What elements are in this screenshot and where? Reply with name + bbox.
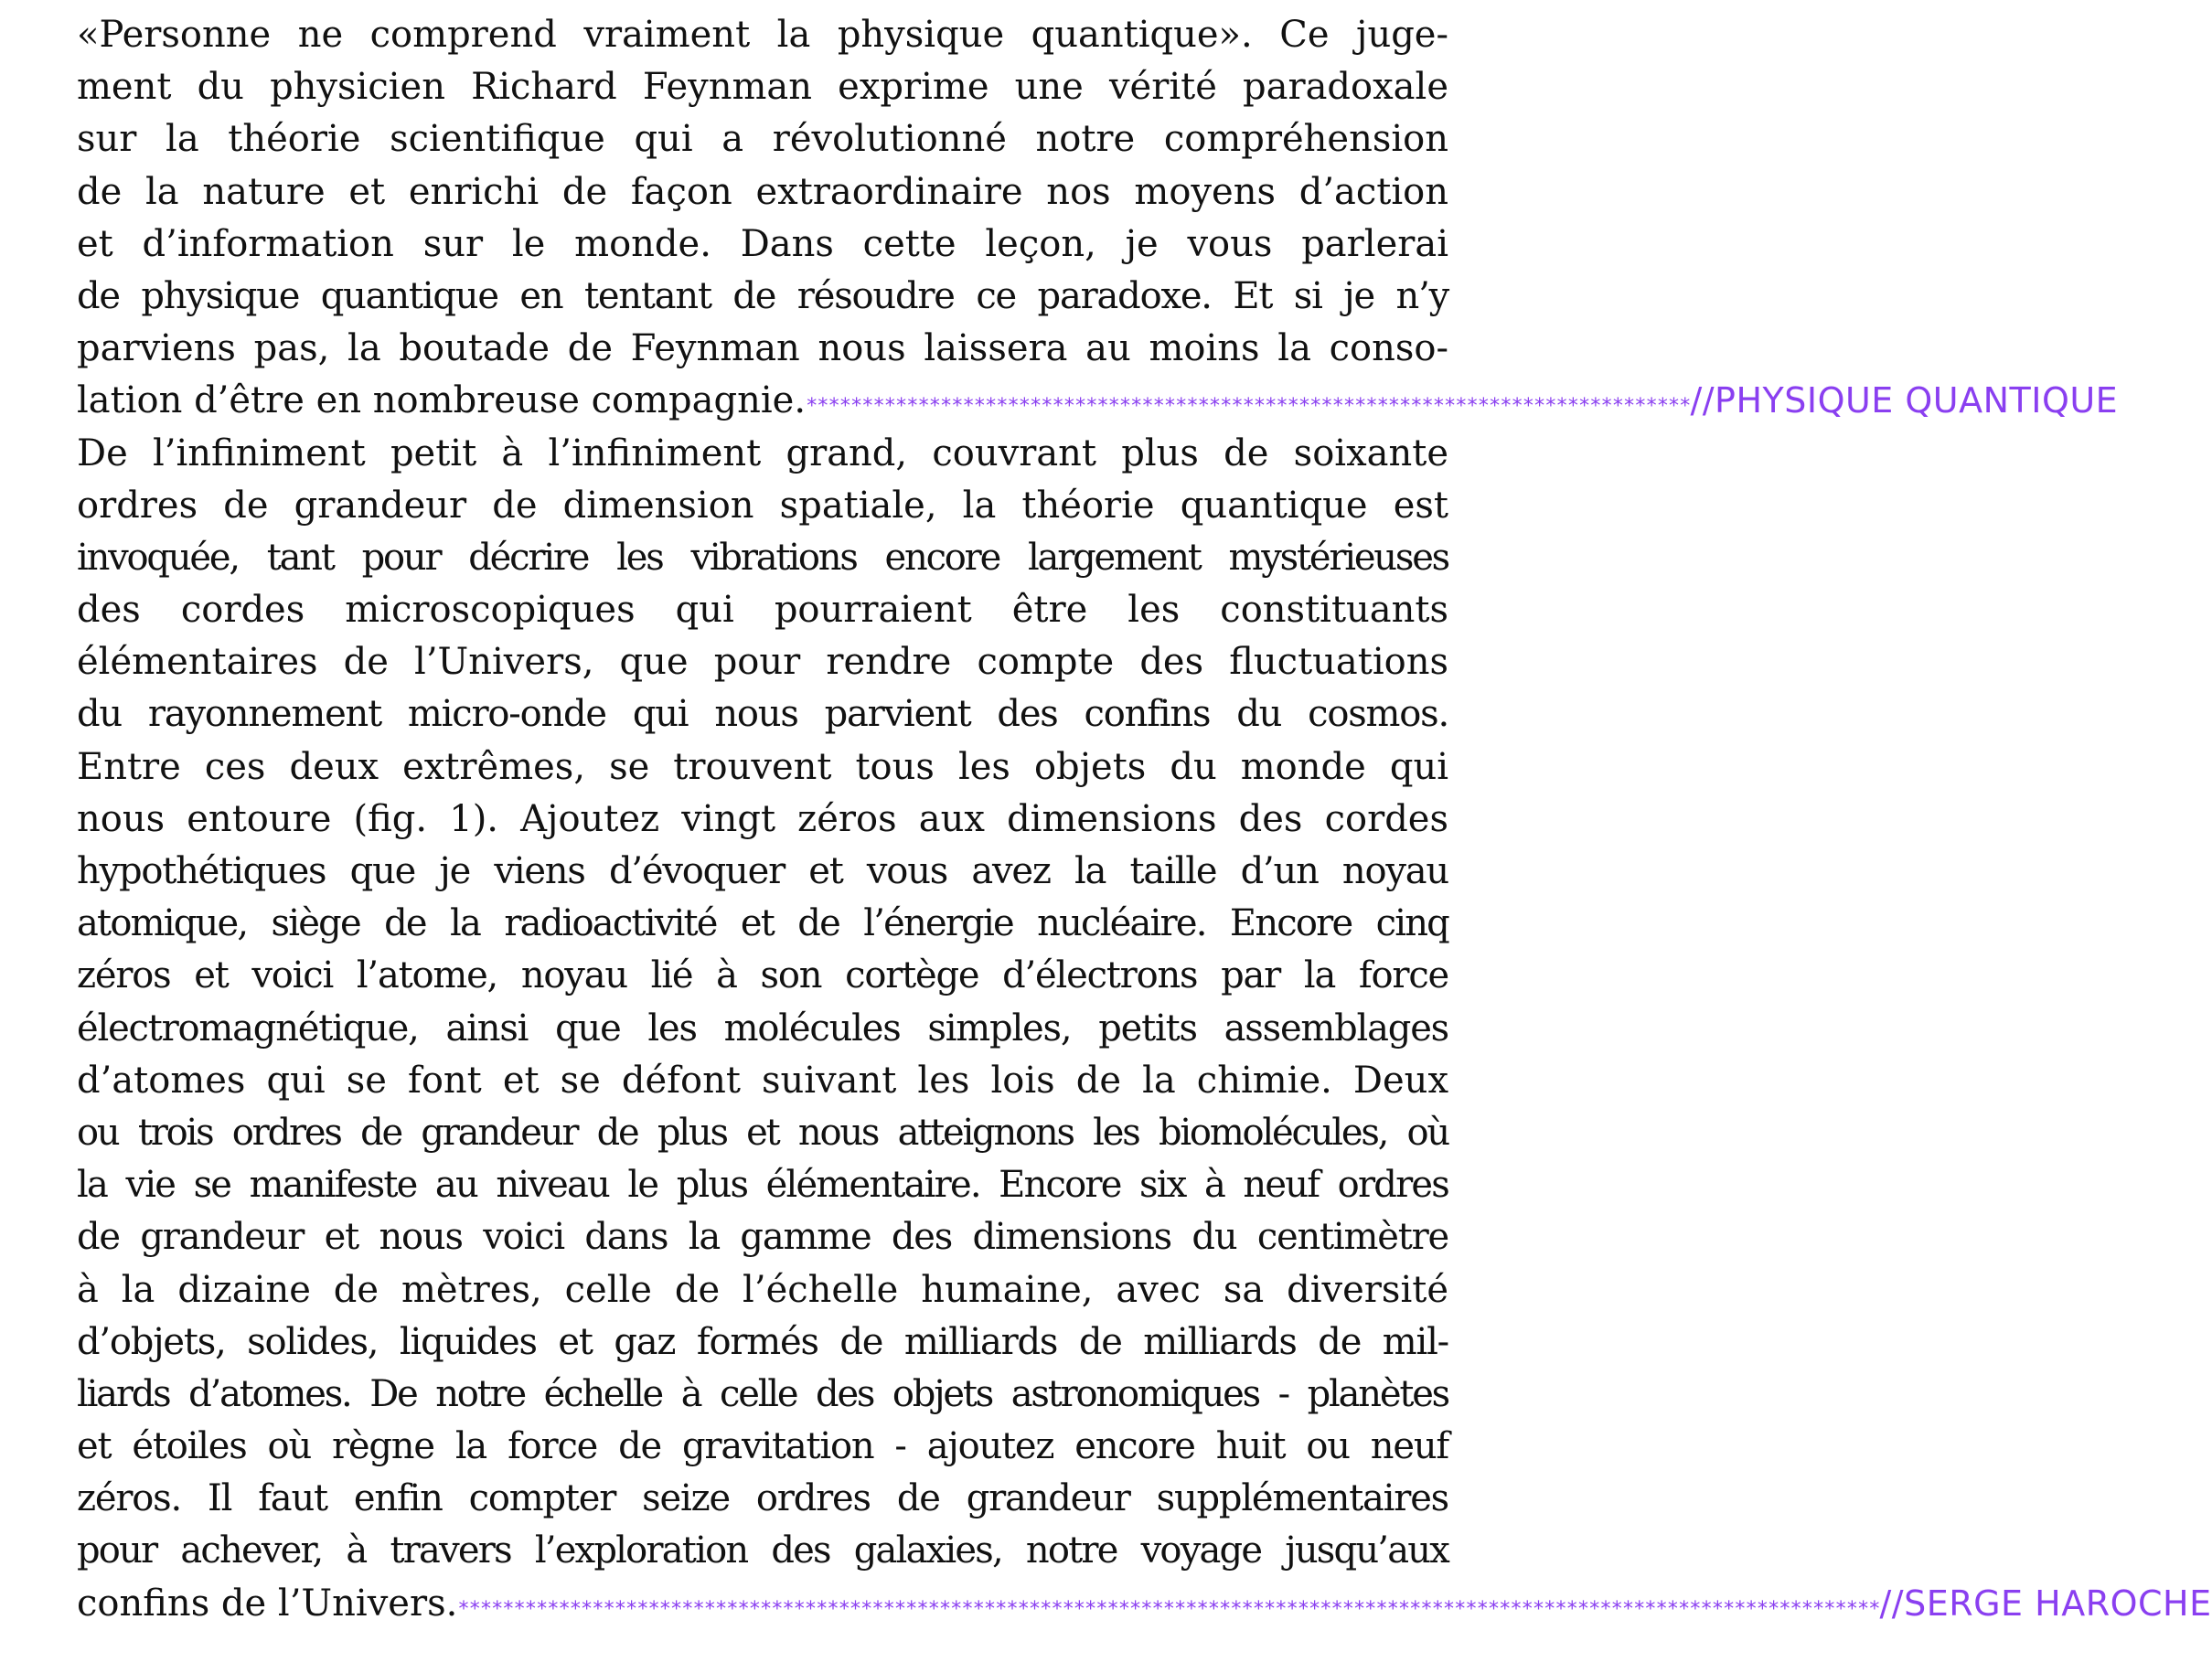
text-line: la vie se manifeste au niveau le plus élémentaire. Encore six à neuf ordres: [77, 1164, 1448, 1207]
text-line: des cordes microscopiques qui pourraient être les constituants: [77, 589, 1448, 632]
text-line: lation d’être en nombreuse compagnie.: [77, 379, 807, 422]
text-line: liards d’atomes. De notre échelle à celle des objets astronomiques - planètes: [77, 1372, 1448, 1415]
text-line: hypothétiques que je viens d’évoquer et vous avez la taille d’un noyau: [77, 850, 1448, 892]
text-line: confins de l’Univers.: [77, 1582, 458, 1625]
paragraph-1-closing-line: [77, 375, 2119, 427]
text-line: du rayonnement micro-onde qui nous parvient des confins du cosmos.: [77, 693, 1448, 736]
star-filler: *******************************************************************************************************************************: [457, 1597, 1880, 1621]
text-line: nous entoure (fig. 1). Ajoutez vingt zéros aux dimensions des cordes: [77, 797, 1448, 840]
text-line: sur la théorie scientifique qui a révolutionné notre compréhension: [77, 118, 1448, 161]
text-line: d’objets, solides, liquides et gaz formés de milliards de milliards de mil-: [77, 1320, 1448, 1363]
star-filler: *******************************************************************************: [806, 395, 1691, 419]
text-line: et étoiles où règne la force de gravitation - ajoutez encore huit ou neuf: [77, 1425, 1448, 1468]
text-line: de grandeur et nous voici dans la gamme des dimensions du centimètre: [77, 1216, 1448, 1259]
text-line: de physique quantique en tentant de résoudre ce paradoxe. Et si je n’y: [77, 274, 1448, 317]
text-line: De l’infiniment petit à l’infiniment grand, couvrant plus de soixante: [77, 432, 1448, 474]
text-line: électromagnétique, ainsi que les molécules simples, petits assemblages: [77, 1007, 1448, 1050]
text-line: atomique, siège de la radioactivité et de l’énergie nucléaire. Encore cinq: [77, 902, 1448, 945]
paragraph-2: [77, 428, 2212, 1630]
text-line: élémentaires de l’Univers, que pour rendre compte des fluctuations: [77, 641, 1448, 684]
article-body: [77, 9, 2212, 1630]
text-line: ment du physicien Richard Feynman exprime une vérité paradoxale: [77, 66, 1448, 109]
text-line: «Personne ne comprend vraiment la physique quantique». Ce juge-: [77, 14, 1448, 56]
text-line: et d’information sur le monde. Dans cette leçon, je vous parlerai: [77, 222, 1448, 265]
text-line: zéros et voici l’atome, noyau lié à son cortège d’électrons par la force: [77, 954, 1448, 997]
text-line: pour achever, à travers l’exploration des galaxies, notre voyage jusqu’aux: [77, 1529, 1448, 1572]
text-line: de la nature et enrichi de façon extraordinaire nos moyens d’action: [77, 170, 1448, 213]
text-line: zéros. Il faut enfin compter seize ordres de grandeur supplémentaires: [77, 1477, 1448, 1520]
text-line: Entre ces deux extrêmes, se trouvent tous les objets du monde qui: [77, 745, 1448, 788]
text-line: invoquée, tant pour décrire les vibrations encore largement mystérieuses: [77, 536, 1448, 579]
text-line: d’atomes qui se font et se défont suivant les lois de la chimie. Deux: [77, 1059, 1448, 1102]
text-line: ou trois ordres de grandeur de plus et nous atteignons les biomolécules, où: [77, 1111, 1448, 1154]
text-line: à la dizaine de mètres, celle de l’échelle humaine, avec sa diversité: [77, 1268, 1448, 1311]
paragraph-1: [77, 9, 2119, 428]
text-line: parviens pas, la boutade de Feynman nous laissera au moins la conso-: [77, 327, 1448, 370]
author-signature: //SERGE HAROCHE: [1879, 1582, 2212, 1624]
section-signature: //PHYSIQUE QUANTIQUE: [1690, 380, 2119, 421]
paragraph-2-closing-line: [77, 1578, 2212, 1630]
text-line: ordres de grandeur de dimension spatiale, la théorie quantique est: [77, 484, 1448, 527]
